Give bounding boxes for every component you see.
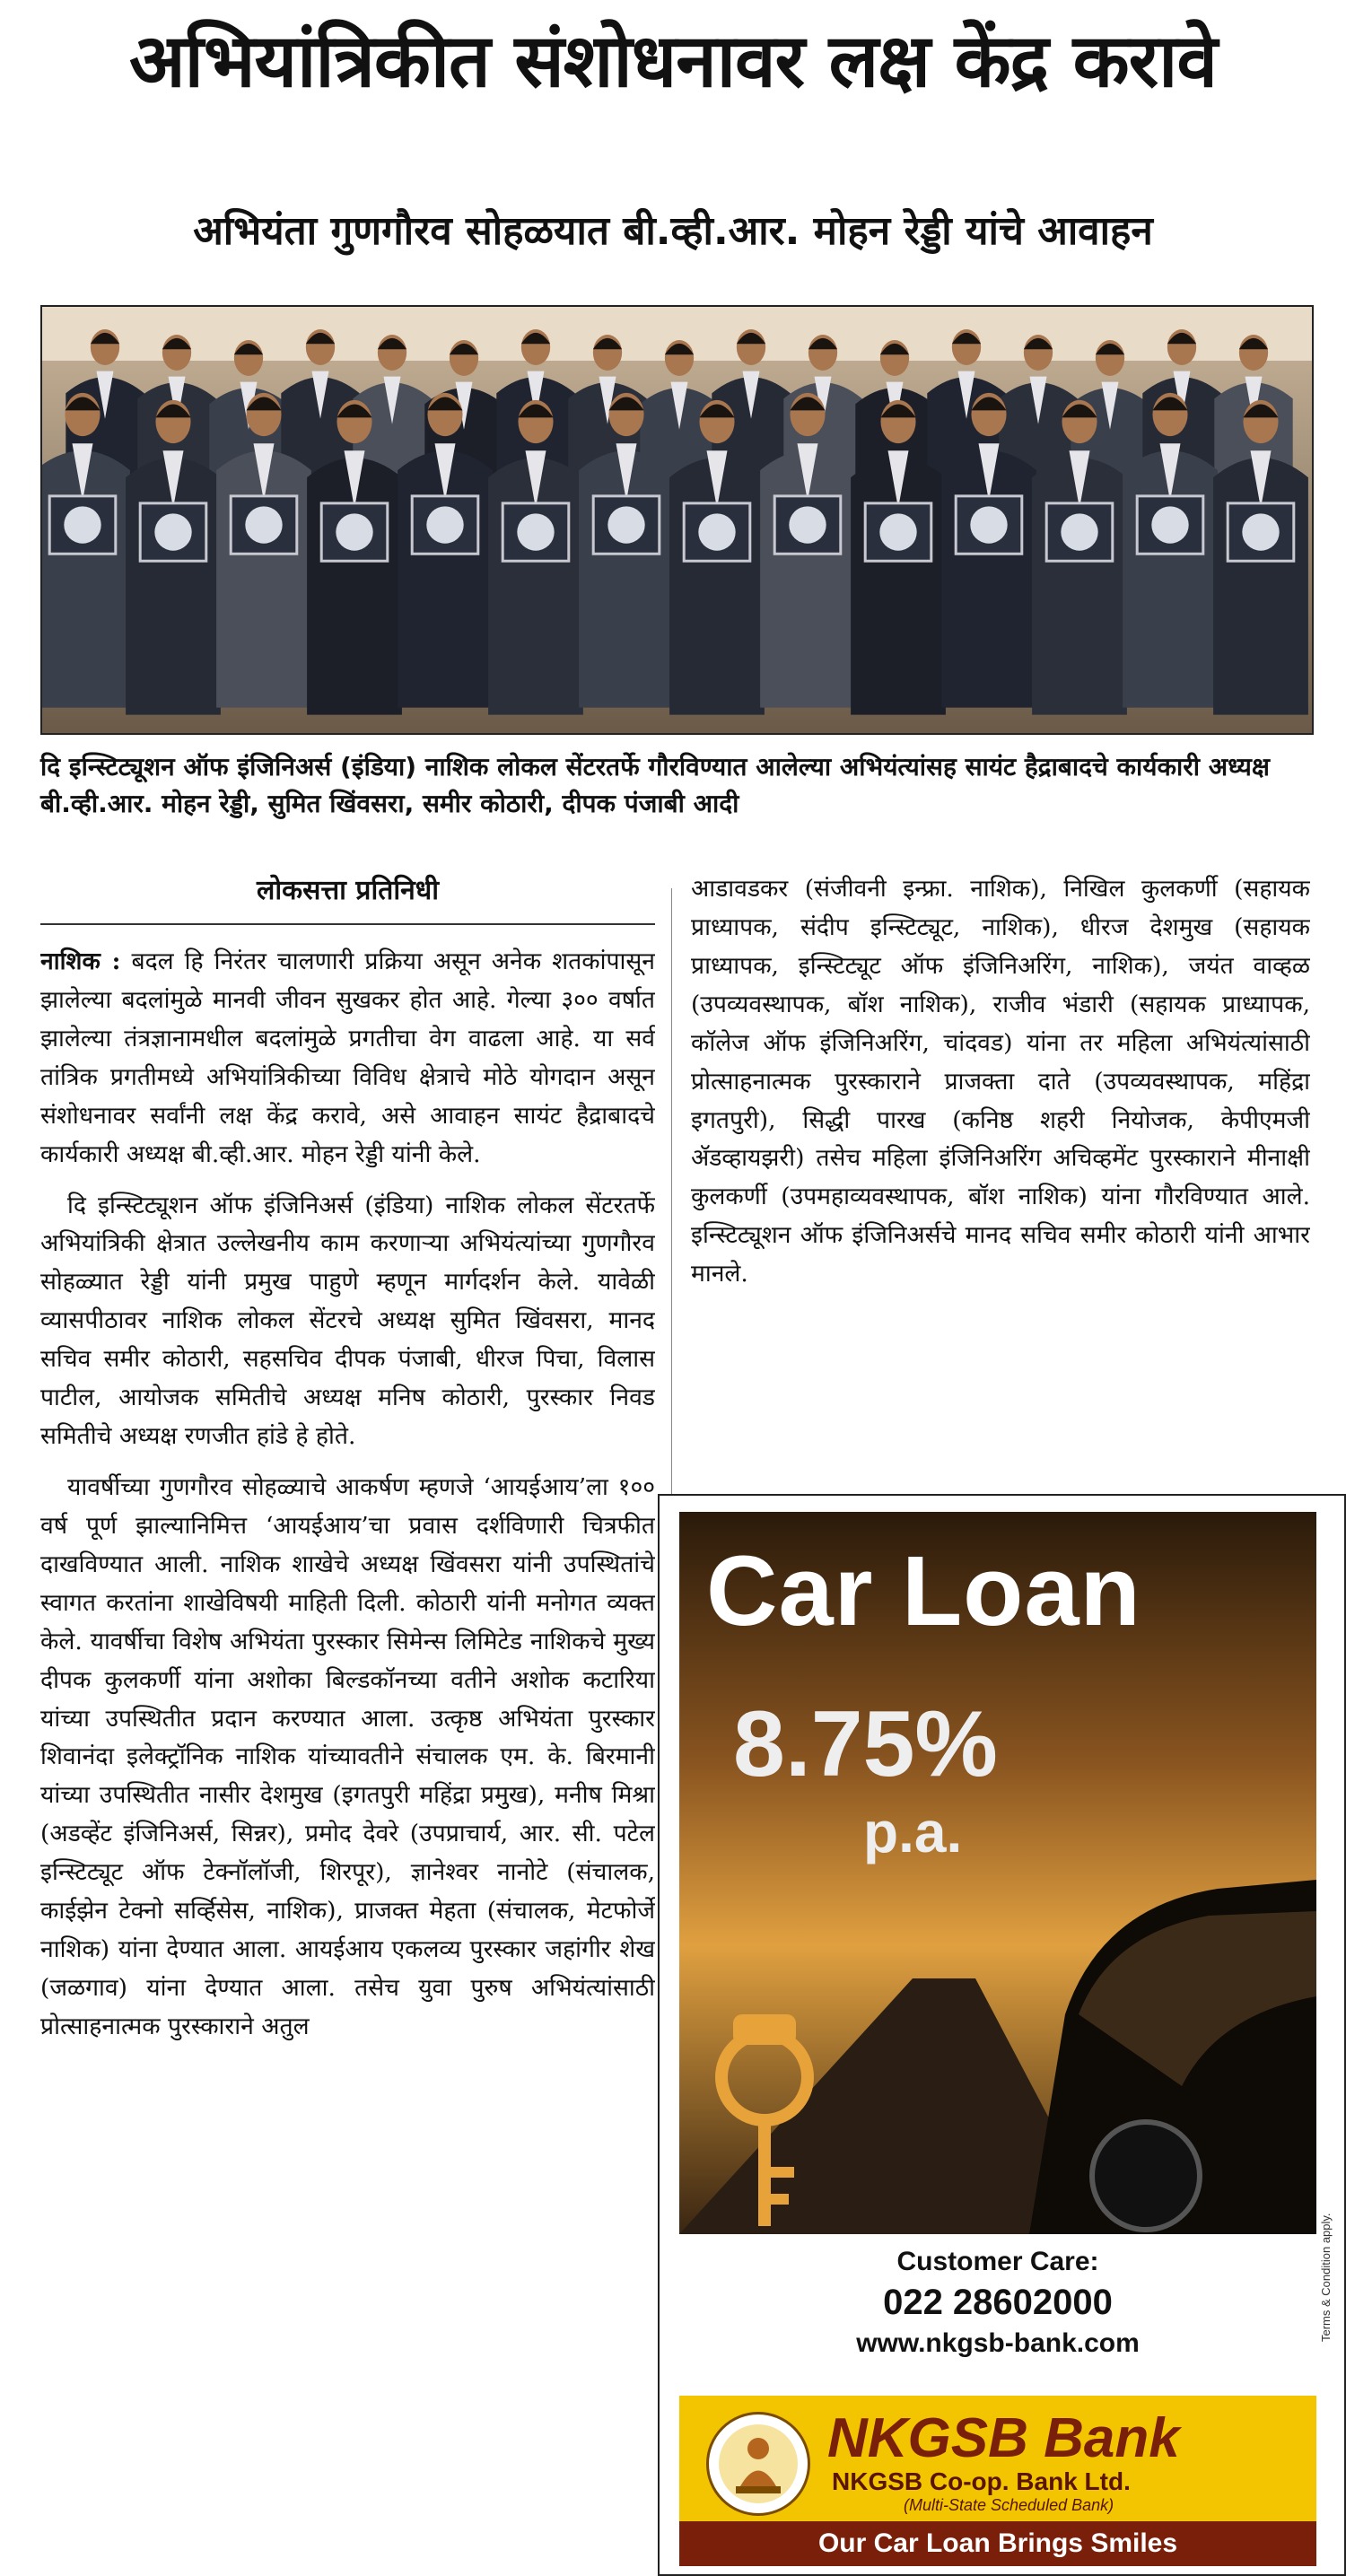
article-paragraph: यावर्षीच्या गुणगौरव सोहळ्याचे आकर्षण म्हणजे ‘आयईआय’ला १०० वर्ष पूर्ण झाल्यानिमित्त ‘आयईआय’चा प्रवास दर्शविणारी चित्रफीत दाखविण्यात आली. नाशिक शाखेचे अध्यक्ष खिंवसरा यांनी उपस्थितांचे स्वागत करतांना शाखेविषयी माहिती दिली. कोठारी यांनी मनोगत व्यक्त केले. यावर्षीचा विशेष अभियंता पुरस्कार सिमेन्स लिमिटेड नाशिकचे मुख्य दीपक कुलकर्णी यांना अशोका बिल्डकॉनच्या वतीने अशोक कटारिया यांच्या उपस्थितीत प्रदान करण्यात आला. उत्कृष्ठ अभियंता पुरस्कार शिवानंदा इलेक्ट्रॉनिक नाशिक यांच्यावतीने संचालक एम. के. बिरमानी यांच्या उपस्थितीत नासीर देशमुख (इगतपुरी महिंद्रा प्रमुख), मनीष मिश्रा (अडव्हेंट इंजिनिअर्स, सिन्नर), प्रमोद देवरे (उपप्राचार्य, आर. सी. पटेल इन्स्टिट्यूट ऑफ टेक्नॉलॉजी, शिरपूर), ज्ञानेश्वर नानोटे (संचालक, काईझेन टेक्नो सर्व्हिसेस, नाशिक), प्राजक्त मेहता (संचालक, मेटफोर्जे नाशिक) यांना देण्यात आला. आयईआय एकलव्य पुरस्कार जहांगीर शेख (जळगाव) यांना देण्यात आला. तसेच युवा पुरुष अभियंत्यांसाठी प्रोत्साहनात्मक पुरस्काराने अतुल	[40, 1472, 655, 2040]
deity-emblem-icon	[709, 2414, 808, 2513]
ad-tagline: Our Car Loan Brings Smiles	[679, 2521, 1316, 2566]
bank-type: (Multi-State Scheduled Bank)	[904, 2496, 1114, 2514]
customer-care-label: Customer Care:	[896, 2247, 1099, 2276]
byline-rule	[40, 923, 655, 925]
subheadline: अभियंता गुणगौरव सोहळयात बी.व्ही.आर. मोहन रेड्डी यांचे आवाहन	[193, 208, 1153, 254]
bank-website: www.nkgsb-bank.com	[856, 2328, 1140, 2358]
article-continuation: आडावडकर (संजीवनी इन्फ्रा. नाशिक), निखिल कुलकर्णी (सहायक प्राध्यापक, संदीप इन्स्टिट्यूट, नाशिक), धीरज देशमुख (सहायक प्राध्यापक, इन्स्टिट्यूट ऑफ इंजिनिअरिंग, नाशिक), जयंत वाव्हळ (उपव्यवस्थापक, बॉश नाशिक), राजीव भंडारी (सहायक प्राध्यापक, कॉलेज ऑफ इंजिनिअरिंग, चांदवड) यांना तर महिला अभियंत्यांसाठी प्रोत्साहनात्मक पुरस्काराने प्राजक्ता दाते (उपव्यवस्थापक, महिंद्रा इगतपुरी), सिद्धी पारख (कनिष्ठ शहरी नियोजक, केपीएमजी ॲडव्हायझरी) तसेच महिला इंजिनिअरिंग अचिव्हमेंट पुरस्काराने मीनाक्षी कुलकर्णी (उपमहाव्यवस्थापक, बॉश नाशिक) यांना गौरविण्यात आले. इन्स्टिट्यूशन ऑफ इंजिनिअर्सचे मानद सचिव समीर कोठारी यांनी आभार मानले.	[691, 875, 1310, 1288]
ad-title: Car Loan	[706, 1536, 1141, 1646]
bank-logo-icon	[706, 2412, 810, 2516]
bank-name: NKGSB Bank	[827, 2407, 1180, 2469]
interest-rate-unit: p.a.	[863, 1800, 963, 1864]
article-paragraph	[40, 943, 655, 1174]
terms-note: Terms & Condition apply.	[1319, 2213, 1333, 2342]
byline: लोकसत्ता प्रतिनिधी	[257, 875, 439, 906]
paragraph-text: बदल हि निरंतर चालणारी प्रक्रिया असून अनेक शतकांपासून झालेल्या बदलांमुळे मानवी जीवन सुखकर होत आहे. गेल्या ३०० वर्षात झालेल्या तंत्रज्ञानामधील बदलांमुळे प्रगतीचा वेग वाढला आहे. या सर्व तांत्रिक प्रगतीमध्ये अभियांत्रिकीच्या विविध क्षेत्राचे मोठे योगदान असून संशोधनावर सर्वांनी लक्ष केंद्र करावे, असे आवाहन सायंट हैद्राबादचे कार्यकारी अध्यक्ष बी.व्ही.आर. मोहन रेड्डी यांनी केले.	[40, 947, 655, 1168]
bank-full-name: NKGSB Co-op. Bank Ltd.	[832, 2467, 1131, 2495]
customer-care-phone: 022 28602000	[883, 2283, 1113, 2322]
bank-banner	[679, 2396, 1316, 2521]
dateline: नाशिक :	[40, 947, 121, 975]
headline: अभियांत्रिकीत संशोधनावर लक्ष केंद्र करावे	[129, 19, 1217, 104]
group-photo-illustration	[42, 307, 1312, 733]
article-paragraph: दि इन्स्टिट्यूशन ऑफ इंजिनिअर्स (इंडिया) नाशिक लोकल सेंटरतर्फे अभियांत्रिकी क्षेत्रात उल्लेखनीय काम करणाऱ्या अभियंत्यांच्या गुणगौरव सोहळ्यात रेड्डी यांनी प्रमुख पाहुणे म्हणून मार्गदर्शन केले. यावेळी व्यासपीठावर नाशिक लोकल सेंटरचे अध्यक्ष सुमित खिंवसरा, मानद सचिव समीर कोठारी, सहसचिव दीपक पंजाबी, धीरज पिचा, विलास पाटील, आयोजक समितीचे अध्यक्ष मनिष कोठारी, पुरस्कार निवड समितीचे अध्यक्ष रणजीत हांडे हे होते.	[40, 1191, 655, 1451]
interest-rate: 8.75%	[733, 1692, 998, 1796]
article-column-right	[691, 870, 1310, 1480]
photo-caption: दि इन्स्टिट्यूशन ऑफ इंजिनिअर्स (इंडिया) नाशिक लोकल सेंटरतर्फे गौरविण्यात आलेल्या अभियंत्यांसह सायंट हैद्राबादचे कार्यकारी अध्यक्ष बी.व्ही.आर. मोहन रेड्डी, सुमित खिंवसरा, समीर कोठारी, दीपक पंजाबी आदी	[40, 752, 1270, 818]
article-column-left	[40, 870, 655, 2557]
car-loan-advertisement	[679, 1512, 1316, 2566]
ad-contact-panel	[679, 2234, 1316, 2396]
group-photo	[40, 305, 1314, 735]
